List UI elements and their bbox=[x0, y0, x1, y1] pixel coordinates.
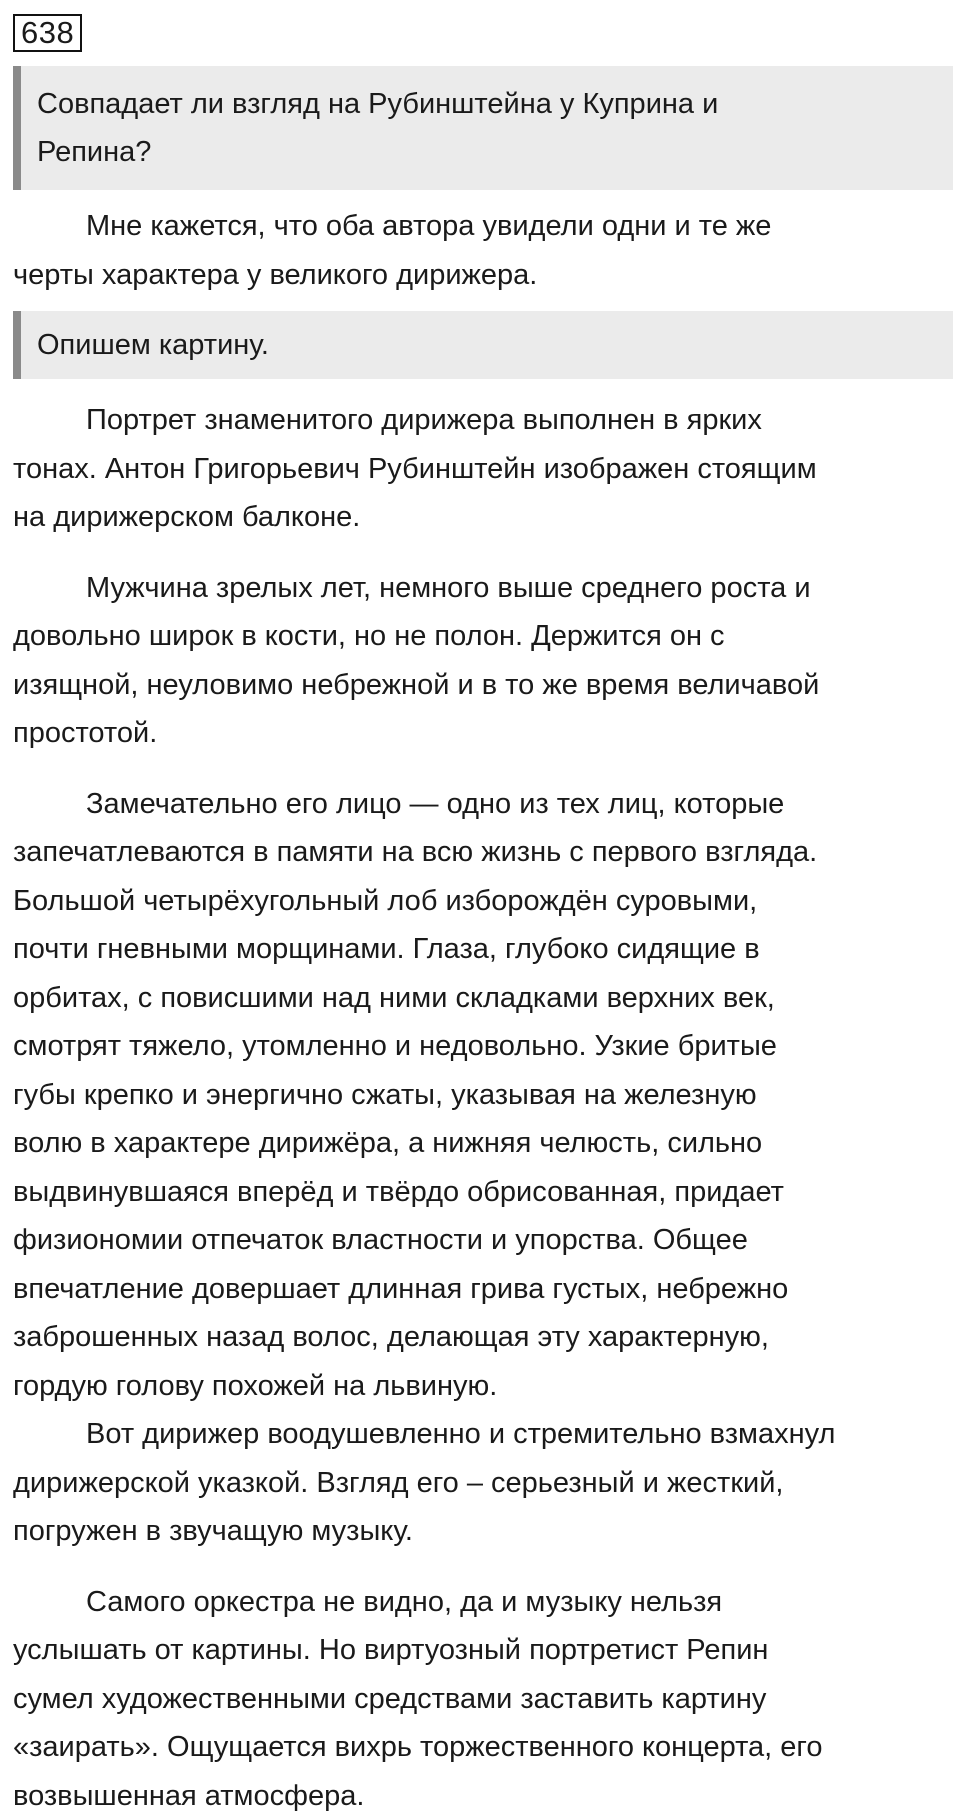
paragraph-line: физиономии отпечаток властности и упорства. Общее bbox=[13, 1216, 945, 1265]
paragraph-line: Мне кажется, что оба автора увидели одни и те же bbox=[13, 202, 945, 251]
paragraph-line: погружен в звучащую музыку. bbox=[13, 1507, 945, 1556]
question-line: Совпадает ли взгляд на Рубинштейна у Куприна и bbox=[37, 80, 937, 128]
paragraph-line: дирижерской указкой. Взгляд его – серьезный и жесткий, bbox=[13, 1459, 945, 1508]
paragraph-line: изящной, неуловимо небрежной и в то же время величавой bbox=[13, 661, 945, 710]
paragraph-line: выдвинувшаяся вперёд и твёрдо обрисованная, придает bbox=[13, 1168, 945, 1217]
paragraph-line: Вот дирижер воодушевленно и стремительно взмахнул bbox=[13, 1410, 945, 1459]
document-page bbox=[13, 14, 945, 1820]
paragraph-line: запечатлеваются в памяти на всю жизнь с первого взгляда. bbox=[13, 828, 945, 877]
paragraph-line: услышать от картины. Но виртуозный портретист Репин bbox=[13, 1626, 945, 1675]
paragraph-line: на дирижерском балконе. bbox=[13, 493, 945, 542]
paragraph-line: довольно широк в кости, но не полон. Держится он с bbox=[13, 612, 945, 661]
paragraph-line: возвышенная атмосфера. bbox=[13, 1772, 945, 1820]
description-paragraph-1 bbox=[13, 396, 945, 542]
description-paragraph-5 bbox=[13, 1578, 945, 1820]
description-paragraph-3 bbox=[13, 780, 945, 1411]
paragraph-line: черты характера у великого дирижера. bbox=[13, 251, 945, 300]
description-paragraph-2 bbox=[13, 564, 945, 758]
paragraph-line: Большой четырёхугольный лоб изборождён суровыми, bbox=[13, 877, 945, 926]
paragraph-line: гордую голову похожей на львиную. bbox=[13, 1362, 945, 1411]
paragraph-line: «заирать». Ощущается вихрь торжественного концерта, его bbox=[13, 1723, 945, 1772]
task-number-box: 638 bbox=[13, 14, 82, 52]
paragraph-line: впечатление довершает длинная грива густых, небрежно bbox=[13, 1265, 945, 1314]
question-block-1 bbox=[13, 66, 953, 190]
paragraph-line: смотрят тяжело, утомленно и недовольно. Узкие бритые bbox=[13, 1022, 945, 1071]
description-paragraph-4 bbox=[13, 1410, 945, 1556]
paragraph-line: сумел художественными средствами заставить картину bbox=[13, 1675, 945, 1724]
question-line: Репина? bbox=[37, 128, 937, 176]
paragraph-line: волю в характере дирижёра, а нижняя челюсть, сильно bbox=[13, 1119, 945, 1168]
paragraph-line: Самого оркестра не видно, да и музыку нельзя bbox=[13, 1578, 945, 1627]
paragraph-line: Мужчина зрелых лет, немного выше среднего роста и bbox=[13, 564, 945, 613]
paragraph-line: губы крепко и энергично сжаты, указывая на железную bbox=[13, 1071, 945, 1120]
question-block-2 bbox=[13, 311, 953, 379]
paragraph-line: тонах. Антон Григорьевич Рубинштейн изображен стоящим bbox=[13, 445, 945, 494]
paragraph-line: Замечательно его лицо — одно из тех лиц, которые bbox=[13, 780, 945, 829]
paragraph-line: орбитах, с повисшими над ними складками верхних век, bbox=[13, 974, 945, 1023]
paragraph-line: простотой. bbox=[13, 709, 945, 758]
question-line: Опишем картину. bbox=[37, 321, 937, 369]
paragraph-line: заброшенных назад волос, делающая эту характерную, bbox=[13, 1313, 945, 1362]
paragraph-line: почти гневными морщинами. Глаза, глубоко сидящие в bbox=[13, 925, 945, 974]
answer-paragraph-1 bbox=[13, 202, 945, 299]
paragraph-line: Портрет знаменитого дирижера выполнен в ярких bbox=[13, 396, 945, 445]
